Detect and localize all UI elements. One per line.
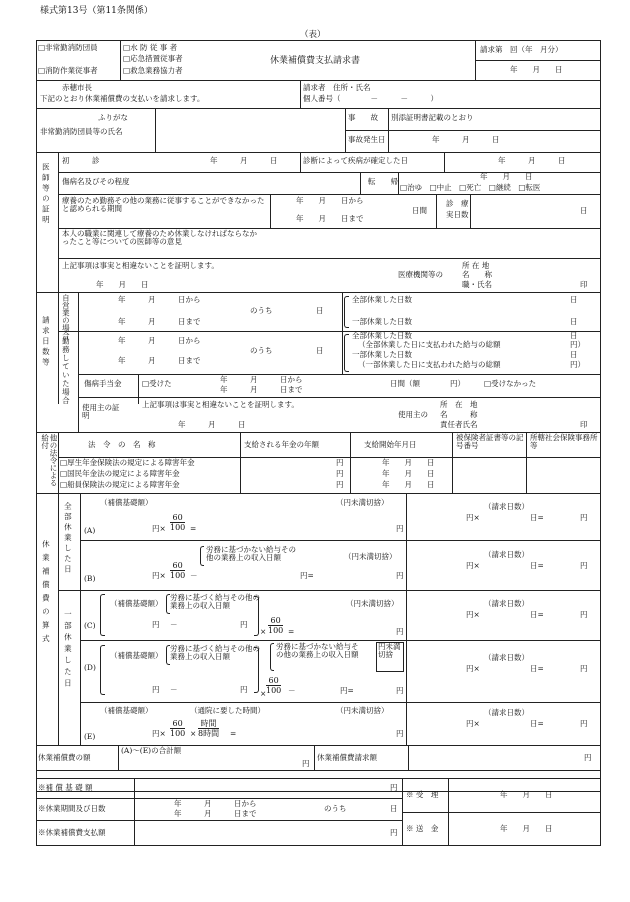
doctor-seal-mark: 印 [580,280,588,289]
D-req-yen: 円× [466,664,480,673]
office-received-label: ※ 受 理 [406,790,439,799]
A-eq: = [190,524,197,533]
document-title: 休業補償費支払請求書 [270,56,361,66]
national-pension-checkbox[interactable]: □国民年金法の規定による障害年金 [60,469,180,478]
E-yen: 円 [396,729,404,738]
outcome-date: 年 月 日 [480,172,533,181]
personal-number-field[interactable]: 個人番号（ － － ） [303,94,438,103]
allowance-from: 年 月 日から [220,375,303,384]
side-label: （表） [300,30,326,40]
office-period-label: ※休業期間及び日数 [38,804,106,813]
first-visit-date: 年 月 日 [210,156,278,165]
A-yen: 円 [396,524,404,533]
office-remit-date: 年 月 日 [500,824,553,833]
self-of: のうち [250,306,273,315]
C-label: (C) [84,621,96,630]
E-hour-fraction: 時間 8時間 [198,719,220,738]
self-from: 年 月 日から [118,295,201,304]
social-insurance-office-header: 所轄社会保険事務所等 [530,433,598,451]
B-minus: － [190,571,198,580]
C-eq: = [288,627,295,636]
employer-name-label: 名 称 [440,410,478,419]
treatment-days-label: 診 療 [446,199,469,208]
D-yen1: 円 [152,685,160,694]
outcome-options[interactable]: □治ゆ □中止 □死亡 □継続 □転医 [400,183,541,192]
D-base-label: （補償基礎額） [110,651,163,660]
treatment-days-unit: 日 [580,206,588,215]
B-req-label: （請求日数） [484,550,529,559]
pension2-yen: 円 [336,469,344,478]
D-req-label: （請求日数） [484,653,529,662]
seamen-insurance-checkbox[interactable]: □船員保険法の規定による障害年金 [60,480,180,489]
period-label: 療養のため勤務その他の業務に従事することができなかったと認められる期間 [62,196,265,214]
C-yen1: 円 [152,620,160,629]
E-req-label: （請求日数） [484,708,529,717]
A-trunc-label: （円未満切捨） [336,498,389,507]
office-period-day: 日 [390,804,398,813]
B-req-result: 円 [580,561,588,570]
office-received-date: 年 月 日 [500,790,553,799]
emp-full-days: 全部休業した日数 [352,331,412,340]
A-label: (A) [84,526,96,535]
total-yen: 円 [302,759,310,768]
office-remit-label: ※ 送 金 [406,824,439,833]
welfare-pension-checkbox[interactable]: □厚生年金保険法の規定による障害年金 [60,458,195,467]
insured-number-header: 被保険者証書等の記号番号 [456,433,524,451]
medical-institution-label: 医療機関等の [398,270,443,279]
self-employed-label: 自営業の場合 [61,294,71,339]
D-income-label: 労務に基づく給与その他の業務上の収入日額 [170,644,260,662]
B-req-yen: 円× [466,561,480,570]
institution-rep-label: 職・氏名 [462,280,492,289]
E-times: × [190,729,197,738]
C-req-yen: 円× [466,610,480,619]
pension1-yen: 円 [336,458,344,467]
office-base-label: ※補 償 基 礎 額 [38,783,93,792]
request-statement: 下記のとおり休業補償費の支払いを請求します。 [40,94,205,103]
E-req-day: 日= [530,719,544,728]
sickness-allowance-label: 傷病手当金 [84,379,122,388]
emp-of: のうち [250,346,273,355]
E-req-result: 円 [580,719,588,728]
checkbox-fire-worker[interactable]: □消防作業従事者 [38,66,98,75]
doctor-opinion-label: 本人の職業に関連して療養のため休業しなければならなかったこと等についての医師等の意見 [62,229,257,247]
E-trunc-label: （円未満切捨） [336,706,389,715]
E-hours-label: （通院に要した時間） [190,706,265,715]
first-visit-label: 初 診 [62,156,100,165]
treatment-days-label2: 実日数 [446,210,469,219]
doctor-cert-side-label: 医師等の証明 [41,163,51,226]
office-period-to: 年 月 日まで [174,809,257,818]
emp-part-unit: 日 [570,350,578,359]
self-part-days: 一部休業した日数 [352,317,412,326]
other-law-side-label: 他の法令による給付 [40,434,58,487]
institution-name-label: 名 称 [462,270,492,279]
D-req-result: 円 [580,664,588,673]
pension-amount-header: 支給される年金の年額 [244,440,319,449]
B-req-day: 日= [530,561,544,570]
total-label: 休業補償費の額 [38,753,91,762]
total-request-label: 休業補償費請求額 [317,753,377,762]
office-pay-label: ※休業補償費支払額 [38,828,106,837]
doctor-cert-statement: 上記事項は事実と相違ないことを証明します。 [62,261,219,270]
emp-day: 日 [316,346,324,355]
occurrence-date-value: 年 月 日 [432,135,500,144]
employer-seal-mark: 印 [580,420,588,429]
A-yenx: 円× [152,524,166,533]
allowance-received-checkbox[interactable]: □受けた [142,379,172,388]
E-yenx: 円× [152,729,166,738]
applicant-address-label: 請求者 住所・氏名 [303,83,371,92]
checkbox-ems-cooperator[interactable]: □救急業務協力者 [123,66,183,75]
D-income2-label: 労務に基づかない給与その他の業務上の収入日額 [276,642,359,660]
D-req-day: 日= [530,664,544,673]
employer-rep-label: 責任者氏名 [440,420,478,429]
E-fraction: $\frac{60}{100}$ [170,719,186,738]
self-day: 日 [316,306,324,315]
accident-label: 事 故 [348,113,378,122]
D-trunc-label: 円未満切捨 [378,642,401,660]
diagnosis-date-label: 診断によって疾病が確定した日 [303,156,408,165]
pension2-date: 年 月 日 [382,469,435,478]
emp-to: 年 月 日まで [118,356,201,365]
B-yeneq: 円= [300,571,314,580]
period-to: 年 月 日まで [296,214,364,223]
D-minus2: － [288,686,296,695]
employer-label: 使用主の [398,410,428,419]
institution-address-label: 所 在 地 [462,261,490,270]
E-base-label: （補償基礎額） [100,706,153,715]
claim-days-side-label: 請求日数等 [41,316,51,369]
office-pay-yen: 円 [390,828,398,837]
A-req-label: （請求日数） [484,502,529,511]
office-base-yen: 円 [390,783,398,792]
C-req-result: 円 [580,610,588,619]
allowance-not-received-checkbox[interactable]: □受けなかった [484,379,537,388]
emp-from: 年 月 日から [118,336,201,345]
pension-start-header: 支給開始年月日 [364,440,417,449]
self-full-days: 全部休業した日数 [352,295,412,304]
law-name-header: 法 令 の 名 称 [88,440,156,449]
C-yen2: 円 [240,620,248,629]
request-date: 年 月 日 [510,65,563,74]
employer-address-label: 所 在 地 [440,400,478,409]
occurrence-date-label: 事故発生日 [348,135,386,144]
C-yen: 円 [396,627,404,636]
B-fraction: $\frac{60}{100}$ [170,561,186,580]
emp-part-wage: （一部休業した日に支払われた給与の総額 [358,360,501,369]
C-req-label: （請求日数） [484,599,529,608]
B-income-label: 労務に基づかない給与その他の業務上の収入日額 [206,545,296,563]
period-days: 日間 [412,206,427,215]
A-req-result: 円 [580,513,588,522]
employer-cert-statement: 上記事項は事実と相違ないことを証明します。 [142,400,299,409]
request-number: 請求第 回（年 月分） [480,45,563,54]
mayor-label: 赤穂市長 [62,83,92,92]
B-label: (B) [84,574,96,583]
pension3-yen: 円 [336,480,344,489]
member-name-label: 非常勤消防団員等の氏名 [40,127,123,136]
D-yen: 円 [396,686,404,695]
E-eq: = [230,729,237,738]
emp-full-wage: （全部休業した日に支払われた給与の総額 [358,340,501,349]
furigana-label: ふりがな [98,113,128,122]
employer-cert-date: 年 月 日 [178,420,246,429]
outcome-label: 転 帰 [368,177,398,186]
allowance-days-amount: 日間（額 円） [390,379,465,388]
C-fraction: $\frac{60}{100}$ [268,616,284,635]
full-rest-side-label: 全部休業した日 [63,502,73,576]
emp-full-unit: 日 [570,331,578,340]
D-times: × [260,689,267,698]
checkbox-flood-worker[interactable]: □水 防 従 事 者 [123,43,178,52]
self-part-unit: 日 [570,317,578,326]
B-yen: 円 [396,571,404,580]
pension1-date: 年 月 日 [382,458,435,467]
E-req-yen: 円× [466,719,480,728]
D-fraction: $\frac{60}{100}$ [266,676,282,695]
form-number: 様式第13号（第11条関係） [40,6,153,16]
total-request-yen: 円 [584,753,592,762]
D-minus: － [170,685,178,694]
C-minus: － [170,620,178,629]
C-base-label: （補償基礎額） [110,599,163,608]
employed-label: 勤務していた場合 [61,337,71,405]
self-to: 年 月 日まで [118,317,201,326]
part-rest-side-label: 一部休業した日 [63,610,73,691]
B-yenx: 円× [152,571,166,580]
office-period-from: 年 月 日から [174,799,257,808]
emp-part-yen: 円） [570,360,585,369]
A-req-yen: 円× [466,513,480,522]
D-label: (D) [84,663,96,672]
pension3-date: 年 月 日 [382,480,435,489]
B-trunc-label: （円未満切捨） [344,552,397,561]
checkbox-emergency-worker[interactable]: □応急措置従事者 [123,54,183,63]
self-full-unit: 日 [570,295,578,304]
accident-value: 別添証明書記載のとおり [391,113,474,122]
C-req-day: 日= [530,610,544,619]
office-period-of: のうち [324,804,347,813]
checkbox-volunteer-firefighter[interactable]: □非常勤消防団員 [38,43,98,52]
C-times: × [260,627,267,636]
A-req-day: 日= [530,513,544,522]
doctor-cert-date: 年 月 日 [96,280,149,289]
period-from: 年 月 日から [296,196,364,205]
A-fraction: $\frac{60}{100}$ [170,513,186,532]
emp-full-yen: 円） [570,340,585,349]
injury-label: 傷病名及びその程度 [62,177,130,186]
C-income-label: 労務に基づく給与その他の業務上の収入日額 [170,593,260,611]
diagnosis-date-value: 年 月 日 [498,156,566,165]
emp-part-days: 一部休業した日数 [352,350,412,359]
C-trunc-label: （円未満切捨） [346,599,399,608]
allowance-to: 年 月 日まで [220,385,303,394]
A-base-label: （補償基礎額） [100,498,153,507]
D-yeneq: 円= [340,686,354,695]
calc-side-label: 休業補償費の算式 [41,540,51,648]
employer-cert-label: 使用主の証 明 [82,403,135,421]
E-label: (E) [84,732,96,741]
D-yen2: 円 [240,685,248,694]
total-sum-label: (A)～(E)の合計額 [121,746,182,755]
